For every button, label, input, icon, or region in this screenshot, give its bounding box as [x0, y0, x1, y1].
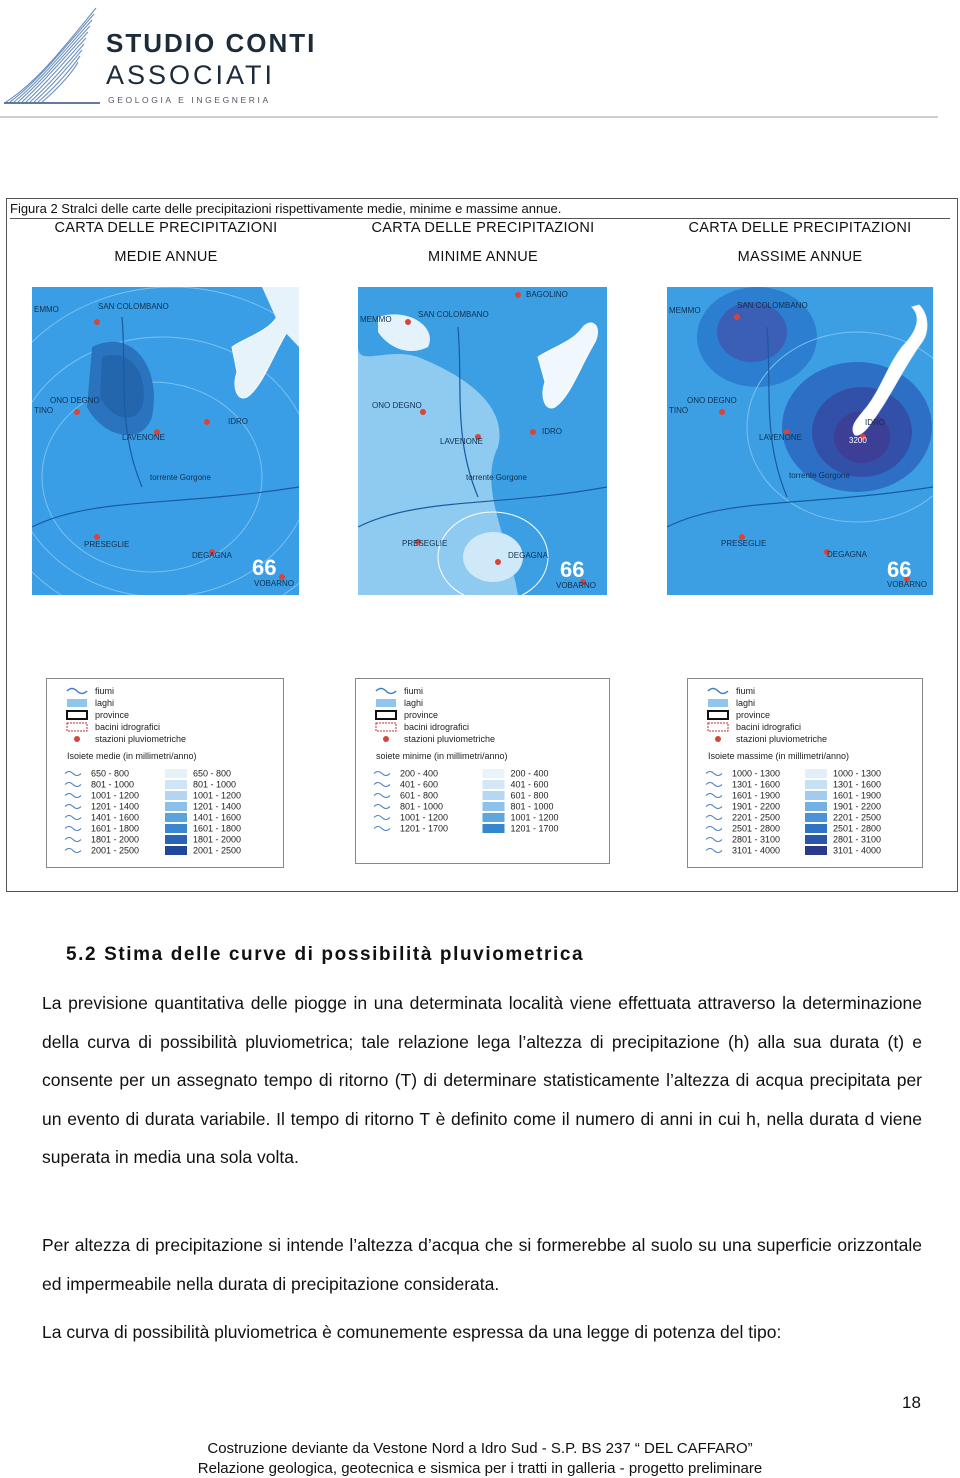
legend-range-label: 200 - 400	[510, 768, 549, 779]
svg-text:torrente Gorgone: torrente Gorgone	[150, 473, 211, 482]
legend-range-label: 1000 - 1300	[732, 768, 781, 779]
legend-isoiet-icon	[374, 783, 390, 787]
legend-color-swatch	[805, 780, 827, 789]
legend-range-label: 1001 - 1200	[400, 812, 449, 823]
svg-text:BAGOLINO: BAGOLINO	[526, 290, 568, 299]
legend-isoiet-icon	[65, 849, 81, 853]
column-title-massime-line2: MASSIME ANNUE	[737, 249, 863, 265]
legend-range-label: 1301 - 1600	[833, 779, 882, 790]
legend-color-swatch	[165, 835, 187, 844]
legend-isoiet-icon	[374, 827, 390, 831]
legend-minime	[355, 678, 610, 864]
legend-color-swatch	[483, 791, 505, 800]
svg-text:DEGAGNA: DEGAGNA	[508, 551, 549, 560]
svg-text:LAVENONE: LAVENONE	[440, 437, 483, 446]
legend-header: Isoiete medie (in millimetri/anno)	[67, 751, 197, 761]
legend-isoiet-icon	[706, 805, 722, 809]
svg-text:VOBARNO: VOBARNO	[887, 580, 928, 589]
svg-text:SAN COLOMBANO: SAN COLOMBANO	[98, 302, 169, 311]
svg-text:TINO: TINO	[669, 406, 689, 415]
legend-range-label: 801 - 1000	[510, 801, 554, 812]
logo-swoosh-icon	[4, 4, 100, 104]
legend-symbol-icon	[67, 689, 87, 694]
legend-range-label: 1901 - 2200	[833, 801, 882, 812]
svg-text:MEMMO: MEMMO	[360, 315, 392, 324]
legend-color-swatch	[165, 813, 187, 822]
figure-caption: Figura 2 Stralci delle carte delle precipitazioni rispettivamente medie, minime e massime annue.	[10, 201, 950, 219]
legend-color-swatch	[805, 846, 827, 855]
legend-item-label: bacini idrografici	[736, 722, 802, 732]
legend-range-label: 2501 - 2800	[833, 823, 882, 834]
legend-medie	[46, 678, 284, 868]
legend-range-label: 401 - 600	[400, 779, 439, 790]
legend-isoiet-icon	[65, 816, 81, 820]
legend-isoiet-icon	[65, 838, 81, 842]
legend-item-label: fiumi	[736, 686, 756, 696]
column-title-medie-line1: CARTA DELLE PRECIPITAZIONI	[54, 220, 278, 236]
legend-item-label: stazioni pluviometriche	[736, 734, 828, 744]
header-divider	[0, 116, 938, 118]
svg-text:LAVENONE: LAVENONE	[759, 433, 802, 442]
legend-range-label: 2801 - 3100	[833, 834, 882, 845]
legend-item-label: fiumi	[95, 686, 115, 696]
legend-symbol-icon	[708, 699, 728, 707]
legend-isoiet-icon	[65, 772, 81, 776]
legend-range-label: 1901 - 2200	[732, 801, 781, 812]
legend-isoiet-icon	[65, 794, 81, 798]
legend-color-swatch	[165, 791, 187, 800]
page-number: 18	[902, 1393, 921, 1412]
legend-isoiet-icon	[65, 827, 81, 831]
legend-item-label: province	[95, 710, 130, 720]
legend-isoiet-icon	[65, 783, 81, 787]
section-heading: 5.2 Stima delle curve di possibilità pluviometrica	[66, 944, 585, 965]
legend-graphic	[356, 679, 609, 863]
legend-range-label: 1401 - 1600	[91, 812, 140, 823]
legend-item-label: laghi	[95, 698, 115, 708]
legend-header: soiete minime (in millimetri/anno)	[376, 751, 508, 761]
svg-text:torrente Gorgone: torrente Gorgone	[466, 473, 527, 482]
legend-item-label: province	[404, 710, 439, 720]
legend-range-label: 1801 - 2000	[91, 834, 140, 845]
legend-symbol-icon	[376, 723, 396, 731]
svg-text:PRESEGLIE: PRESEGLIE	[84, 540, 130, 549]
legend-range-label: 200 - 400	[400, 768, 439, 779]
legend-symbol-icon	[376, 699, 396, 707]
legend-color-swatch	[483, 824, 505, 833]
legend-color-swatch	[805, 791, 827, 800]
legend-range-label: 650 - 800	[91, 768, 130, 779]
legend-isoiet-icon	[706, 794, 722, 798]
legend-range-label: 801 - 1000	[91, 779, 135, 790]
legend-isoiet-icon	[706, 838, 722, 842]
svg-text:IDRO: IDRO	[865, 418, 885, 427]
paragraph-1: La previsione quantitativa delle piogge in una determinata località viene effettuata attraverso la determinazione della curva di possibilità pluviometrica; tale relazione lega l’altezza di precipitazione (h) alla sua durata (t) e consente per un assegnato tempo di ritorno (T) di determinare statisticamente l’altezza di acqua precipitata per un evento di durata variabile. Il tempo di ritorno T è definito come il numero di anni in cui h, nella durata d viene superata in media una sola volta.	[42, 993, 922, 1168]
column-title-massime-line1: CARTA DELLE PRECIPITAZIONI	[688, 220, 912, 236]
legend-isoiet-icon	[706, 816, 722, 820]
legend-range-label: 1201 - 1400	[193, 801, 242, 812]
svg-text:SAN COLOMBANO: SAN COLOMBANO	[418, 310, 489, 319]
legend-symbol-icon	[376, 689, 396, 694]
legend-isoiet-icon	[706, 827, 722, 831]
legend-range-label: 3101 - 4000	[732, 845, 781, 856]
legend-color-swatch	[805, 769, 827, 778]
legend-range-label: 2201 - 2500	[732, 812, 781, 823]
legend-range-label: 1001 - 1200	[193, 790, 242, 801]
legend-color-swatch	[483, 802, 505, 811]
legend-symbol-icon	[383, 736, 389, 742]
footer-line1: Costruzione deviante da Vestone Nord a Idro Sud - S.P. BS 237 “ DEL CAFFARO”	[207, 1440, 753, 1457]
legend-item-label: laghi	[736, 698, 756, 708]
legend-isoiet-icon	[65, 805, 81, 809]
legend-range-label: 801 - 1000	[400, 801, 444, 812]
svg-text:PRESEGLIE: PRESEGLIE	[721, 539, 767, 548]
legend-range-label: 1601 - 1900	[732, 790, 781, 801]
legend-range-label: 601 - 800	[400, 790, 439, 801]
svg-text:EMMO: EMMO	[34, 305, 59, 314]
legend-range-label: 1001 - 1200	[510, 812, 559, 823]
svg-text:torrente Gorgone: torrente Gorgone	[789, 471, 850, 480]
legend-color-swatch	[805, 813, 827, 822]
map-precipitazioni-medie	[32, 287, 299, 595]
svg-text:ONO DEGNO: ONO DEGNO	[372, 401, 422, 410]
legend-color-swatch	[165, 846, 187, 855]
svg-text:66: 66	[887, 557, 912, 582]
svg-text:MEMMO: MEMMO	[669, 306, 701, 315]
svg-text:ONO DEGNO: ONO DEGNO	[50, 396, 100, 405]
legend-range-label: 1601 - 1800	[91, 823, 140, 834]
legend-color-swatch	[165, 780, 187, 789]
svg-text:PRESEGLIE: PRESEGLIE	[402, 539, 448, 548]
legend-range-label: 1301 - 1600	[732, 779, 781, 790]
svg-text:66: 66	[560, 557, 585, 582]
column-title-minime-line2: MINIME ANNUE	[428, 249, 538, 265]
legend-color-swatch	[483, 813, 505, 822]
legend-range-label: 401 - 600	[510, 779, 549, 790]
legend-range-label: 1001 - 1200	[91, 790, 140, 801]
legend-symbol-icon	[715, 736, 721, 742]
legend-symbol-icon	[708, 689, 728, 694]
legend-item-label: fiumi	[404, 686, 424, 696]
svg-text:IDRO: IDRO	[542, 427, 562, 436]
legend-range-label: 2801 - 3100	[732, 834, 781, 845]
legend-range-label: 1601 - 1900	[833, 790, 882, 801]
legend-color-swatch	[165, 802, 187, 811]
legend-massime	[687, 678, 923, 868]
paragraph-3: La curva di possibilità pluviometrica è comunemente espressa da una legge di potenza del tipo:	[42, 1322, 782, 1342]
legend-color-swatch	[805, 802, 827, 811]
legend-range-label: 1201 - 1400	[91, 801, 140, 812]
legend-symbol-icon	[708, 711, 728, 719]
svg-text:ONO DEGNO: ONO DEGNO	[687, 396, 737, 405]
legend-item-label: bacini idrografici	[404, 722, 470, 732]
legend-range-label: 1801 - 2000	[193, 834, 242, 845]
legend-isoiet-icon	[374, 772, 390, 776]
legend-item-label: bacini idrografici	[95, 722, 161, 732]
legend-range-label: 3101 - 4000	[833, 845, 882, 856]
legend-range-label: 2501 - 2800	[732, 823, 781, 834]
legend-isoiet-icon	[374, 794, 390, 798]
map-precipitazioni-minime	[358, 287, 607, 595]
legend-range-label: 1201 - 1700	[510, 823, 559, 834]
legend-range-label: 601 - 800	[510, 790, 549, 801]
legend-isoiet-icon	[706, 772, 722, 776]
svg-text:DEGAGNA: DEGAGNA	[192, 551, 233, 560]
legend-graphic	[688, 679, 922, 867]
legend-range-label: 1000 - 1300	[833, 768, 882, 779]
legend-range-label: 1201 - 1700	[400, 823, 449, 834]
svg-text:IDRO: IDRO	[228, 417, 248, 426]
svg-text:66: 66	[252, 555, 277, 580]
legend-isoiet-icon	[706, 849, 722, 853]
legend-range-label: 2201 - 2500	[833, 812, 882, 823]
legend-isoiet-icon	[374, 816, 390, 820]
legend-range-label: 2001 - 2500	[193, 845, 242, 856]
legend-color-swatch	[165, 824, 187, 833]
svg-text:3200: 3200	[849, 436, 867, 445]
legend-header: Isoiete massime (in millimetri/anno)	[708, 751, 850, 761]
column-title-medie-line2: MEDIE ANNUE	[114, 249, 218, 265]
legend-color-swatch	[805, 824, 827, 833]
legend-range-label: 2001 - 2500	[91, 845, 140, 856]
legend-range-label: 801 - 1000	[193, 779, 237, 790]
legend-symbol-icon	[74, 736, 80, 742]
legend-item-label: laghi	[404, 698, 424, 708]
map-precipitazioni-massime	[667, 287, 933, 595]
legend-graphic	[47, 679, 283, 867]
legend-symbol-icon	[67, 699, 87, 707]
svg-text:LAVENONE: LAVENONE	[122, 433, 165, 442]
legend-color-swatch	[483, 780, 505, 789]
svg-text:TINO: TINO	[34, 406, 54, 415]
legend-range-label: 1401 - 1600	[193, 812, 242, 823]
legend-item-label: province	[736, 710, 771, 720]
legend-color-swatch	[165, 769, 187, 778]
legend-symbol-icon	[376, 711, 396, 719]
svg-text:SAN COLOMBANO: SAN COLOMBANO	[737, 301, 808, 310]
column-title-minime-line1: CARTA DELLE PRECIPITAZIONI	[371, 220, 595, 236]
legend-isoiet-icon	[706, 783, 722, 787]
legend-symbol-icon	[67, 711, 87, 719]
logo-line1: STUDIO CONTI	[106, 28, 317, 58]
logo-line3: GEOLOGIA E INGEGNERIA	[108, 95, 271, 105]
svg-text:VOBARNO: VOBARNO	[254, 579, 295, 588]
paragraph-2: Per altezza di precipitazione si intende l’altezza d’acqua che si formerebbe al suolo su una superficie orizzontale ed impermeabile nella durata di precipitazione considerata.	[42, 1235, 922, 1294]
legend-symbol-icon	[67, 723, 87, 731]
legend-symbol-icon	[708, 723, 728, 731]
legend-color-swatch	[483, 769, 505, 778]
svg-text:DEGAGNA: DEGAGNA	[827, 550, 868, 559]
legend-color-swatch	[805, 835, 827, 844]
legend-item-label: stazioni pluviometriche	[404, 734, 496, 744]
footer-line2: Relazione geologica, geotecnica e sismica per i tratti in galleria - progetto preliminare	[197, 1460, 763, 1477]
svg-text:VOBARNO: VOBARNO	[556, 581, 597, 590]
legend-item-label: stazioni pluviometriche	[95, 734, 187, 744]
legend-range-label: 1601 - 1800	[193, 823, 242, 834]
logo-line2: ASSOCIATI	[106, 60, 276, 90]
legend-range-label: 650 - 800	[193, 768, 232, 779]
legend-isoiet-icon	[374, 805, 390, 809]
